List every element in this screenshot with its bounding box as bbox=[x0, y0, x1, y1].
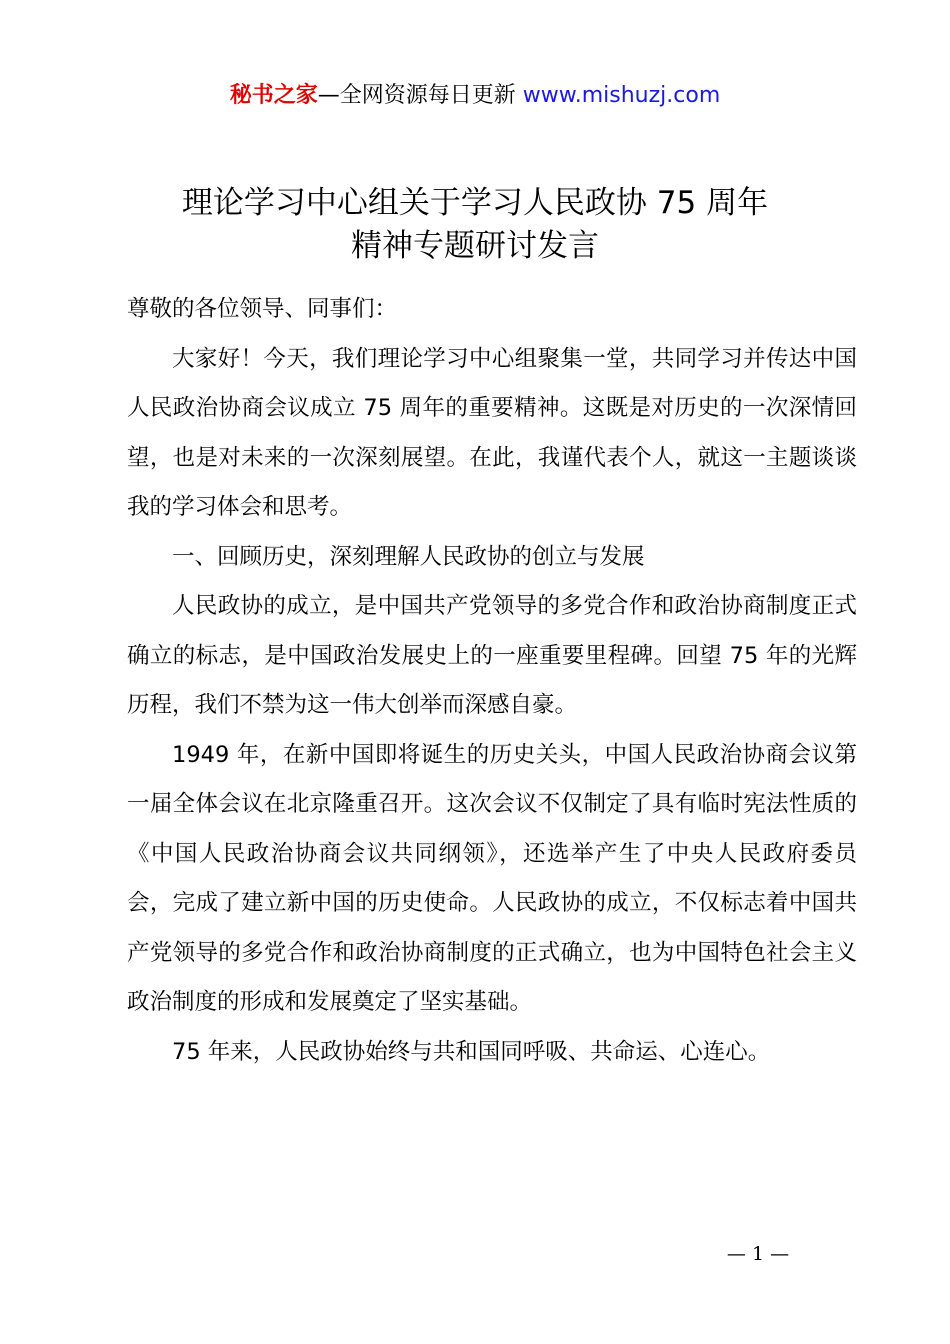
paragraph-1949: 1949 年，在新中国即将诞生的历史关头，中国人民政治协商会议第一届全体会议在北京隆重召开。这次会议不仅制定了具有临时宪法性质的《中国人民政治协商会议共同纲领》，还选举产生了中央人民政府委员会，完成了建立新中国的历史使命。人民政协的成立，不仅标志着中国共产党领导的多党合作和政治协商制度的正式确立，也为中国特色社会主义政治制度的形成和发展奠定了坚实基础。 bbox=[127, 741, 857, 1015]
site-header bbox=[0, 80, 950, 112]
paragraph-75-years: 75 年来，人民政协始终与共和国同呼吸、共命运、心连心。 bbox=[172, 1038, 771, 1065]
header-tagline: —全网资源每日更新 bbox=[317, 83, 516, 108]
paragraph-founding: 人民政协的成立，是中国共产党领导的多党合作和政治协商制度正式确立的标志，是中国政治发展史上的一座重要里程碑。回望 75 年的光辉历程，我们不禁为这一伟大创举而深感自豪。 bbox=[127, 593, 857, 718]
document-title bbox=[0, 182, 950, 268]
paragraph-opening: 大家好！今天，我们理论学习中心组聚集一堂，共同学习并传达中国人民政治协商会议成立 75 周年的重要精神。这既是对历史的一次深情回望，也是对未来的一次深刻展望。在此，我谨代表个人，就这一主题谈谈我的学习体会和思考。 bbox=[127, 345, 857, 520]
site-url-link[interactable]: www.mishuzj.com bbox=[522, 83, 721, 108]
document-body bbox=[127, 285, 857, 1077]
section-heading-1: 一、回顾历史，深刻理解人民政协的创立与发展 bbox=[172, 543, 645, 570]
page-number: — 1 — bbox=[726, 1243, 790, 1265]
title-line-2: 精神专题研讨发言 bbox=[351, 228, 599, 264]
brand-name: 秘书之家 bbox=[229, 83, 318, 108]
title-line-1: 理论学习中心组关于学习人民政协 75 周年 bbox=[181, 185, 769, 221]
salutation: 尊敬的各位领导、同事们： bbox=[127, 296, 398, 322]
